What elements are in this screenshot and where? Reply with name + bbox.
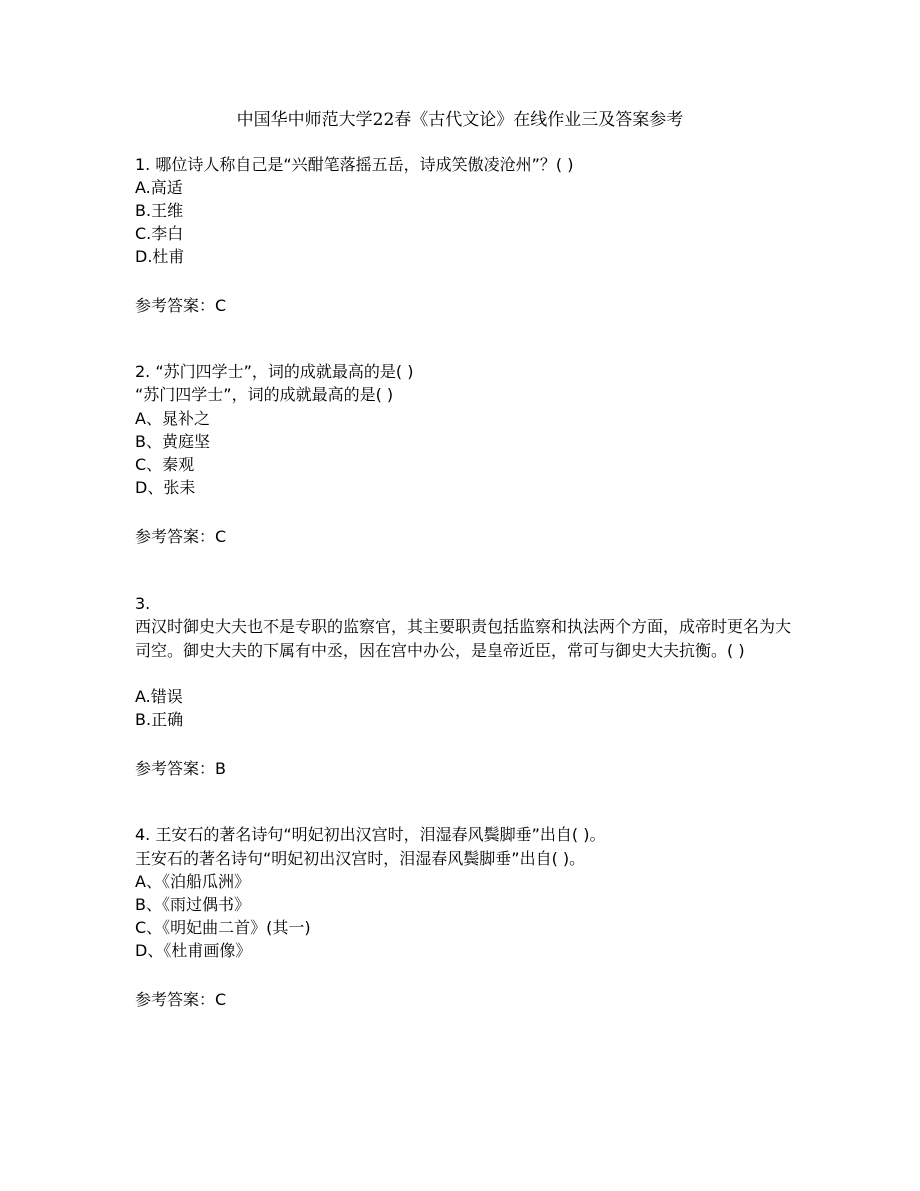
question-3-answer: 参考答案：B (135, 759, 226, 778)
question-2-option-a: A、晁补之 (135, 409, 210, 428)
question-1-option-a: A.高适 (135, 178, 183, 197)
question-4-stem: 4. 王安石的著名诗句“明妃初出汉宫时，泪湿春风鬓脚垂”出自( )。 (135, 825, 606, 844)
question-4-option-b: B、《雨过偶书》 (135, 895, 250, 914)
question-1-option-c: C.李白 (135, 224, 184, 243)
question-4-option-a: A、《泊船瓜洲》 (135, 872, 250, 891)
question-1-stem: 1. 哪位诗人称自己是“兴酣笔落摇五岳，诗成笑傲凌沧州”？( ) (135, 155, 574, 174)
question-4-stem-repeat: 王安石的著名诗句“明妃初出汉宫时，泪湿春风鬓脚垂”出自( )。 (135, 849, 586, 868)
question-2-stem-repeat: “苏门四学士”，词的成就最高的是( ) (135, 385, 394, 404)
question-1-option-d: D.杜甫 (135, 247, 185, 266)
question-2-answer: 参考答案：C (135, 527, 227, 546)
question-2-option-d: D、张耒 (135, 478, 196, 497)
document-title: 中国华中师范大学22春《古代文论》在线作业三及答案参考 (236, 110, 684, 130)
question-1-option-b: B.王维 (135, 201, 184, 220)
question-4-answer: 参考答案：C (135, 990, 227, 1009)
question-3-option-a: A.错误 (135, 687, 183, 706)
question-3-number: 3. (135, 594, 151, 613)
question-1-answer: 参考答案：C (135, 296, 227, 315)
question-4-option-d: D、《杜甫画像》 (135, 941, 252, 960)
question-3-body: 西汉时御史大夫也不是专职的监察官，其主要职责包括监察和执法两个方面，成帝时更名为大司空。御史大夫的下属有中丞，因在宫中办公，是皇帝近臣，常可与御史大夫抗衡。( ) (135, 617, 792, 660)
question-4-option-c: C、《明妃曲二首》(其一) (135, 918, 311, 937)
question-3-option-b: B.正确 (135, 710, 184, 729)
question-2-option-b: B、黄庭坚 (135, 432, 210, 451)
question-2-stem: 2. “苏门四学士”，词的成就最高的是( ) (135, 362, 414, 381)
question-2-option-c: C、秦观 (135, 455, 195, 474)
